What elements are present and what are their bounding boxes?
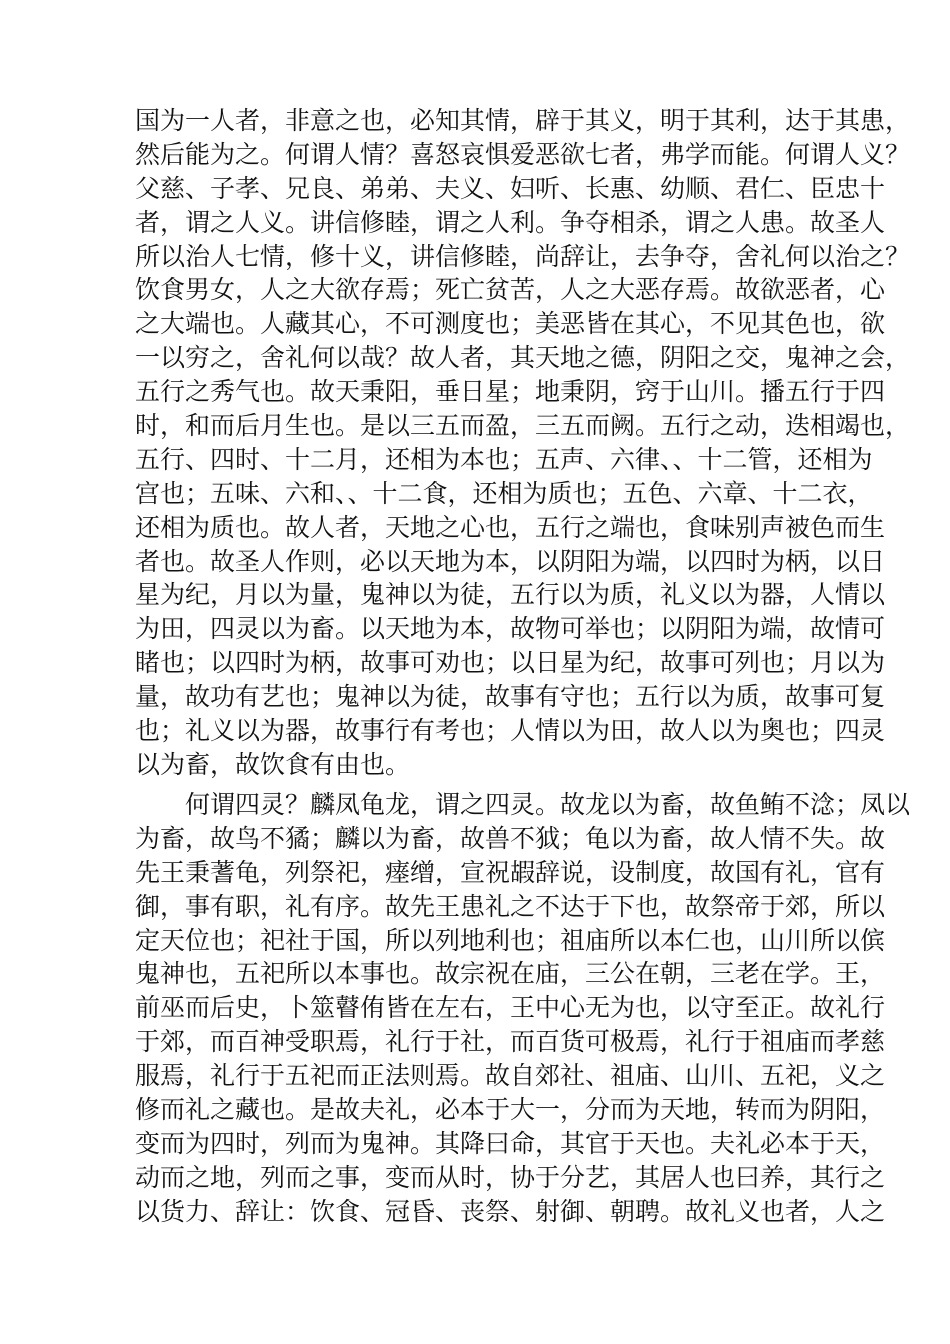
text-line: 五行、四时、十二月，还相为本也；五声、六律、、十二管，还相为 [135,444,873,474]
text-line: 为田，四灵以为畜。以天地为本，故物可举也；以阴阳为端，故情可 [135,614,886,644]
text-line: 量，故功有艺也；鬼神以为徒，故事有守也；五行以为质，故事可复 [135,682,886,712]
text-line: 何谓四灵？麟凤龟龙，谓之四灵。故龙以为畜，故鱼鲔不淰；凤以 [135,790,911,819]
text-line: 饮食男女，人之大欲存焉；死亡贫苦，人之大恶存焉。故欲恶者，心 [135,275,886,305]
paragraph-2 [135,788,911,1229]
text-line: 也；礼义以为器，故事行有考也；人情以为田，故人以为奥也；四灵 [135,716,886,746]
text-line: 五行之秀气也。故天秉阳，垂日星；地秉阴，窍于山川。播五行于四 [135,377,886,407]
text-line: 先王秉蓍龟，列祭祀，瘗缯，宣祝嘏辞说，设制度，故国有礼，官有 [135,857,886,887]
text-line: 前巫而后史，卜筮瞽侑皆在左右，王中心无为也，以守至正。故礼行 [135,993,886,1023]
text-line: 以货力、辞让：饮食、冠昏、丧祭、射御、朝聘。故礼义也者，人之 [135,1196,886,1226]
text-line: 星为纪，月以为量，鬼神以为徒，五行以为质，礼义以为器，人情以 [135,580,886,610]
text-line: 动而之地，列而之事，变而从时，协于分艺，其居人也曰养，其行之 [135,1162,886,1192]
text-line: 御，事有职，礼有序。故先王患礼之不达于下也，故祭帝于郊，所以 [135,891,886,921]
text-line: 变而为四时，列而为鬼神。其降曰命，其官于天也。夫礼必本于天， [135,1128,886,1158]
text-line: 一以穷之，舍礼何以哉？故人者，其天地之德，阴阳之交，鬼神之会， [135,343,911,373]
text-line: 为畜，故鸟不獝；麟以为畜，故兽不狘；龟以为畜，故人情不失。故 [135,823,886,853]
text-line: 然后能为之。何谓人情？喜怒哀惧爱恶欲七者，弗学而能。何谓人义？ [135,139,911,169]
text-line: 修而礼之藏也。是故夫礼，必本于大一，分而为天地，转而为阴阳， [135,1095,886,1125]
text-line: 国为一人者，非意之也，必知其情，辟于其义，明于其利，达于其患， [135,106,911,135]
paragraph-1 [135,104,911,782]
text-line: 服焉，礼行于五祀而正法则焉。故自郊社、祖庙、山川、五祀，义之 [135,1061,886,1091]
text-line: 之大端也。人藏其心，不可测度也；美恶皆在其心，不见其色也，欲 [135,309,886,339]
text-line: 者也。故圣人作则，必以天地为本，以阴阳为端，以四时为柄，以日 [135,546,886,576]
text-line: 于郊，而百神受职焉，礼行于社，而百货可极焉，礼行于祖庙而孝慈 [135,1027,886,1057]
text-line: 宫也；五味、六和、、十二食，还相为质也；五色、六章、十二衣， [135,478,873,508]
text-line: 父慈、子孝、兄良、弟弟、夫义、妇听、长惠、幼顺、君仁、臣忠十 [135,173,886,203]
text-line: 睹也；以四时为柄，故事可劝也；以日星为纪，故事可列也；月以为 [135,648,886,678]
text-line: 者，谓之人义。讲信修睦，谓之人利。争夺相杀，谓之人患。故圣人 [135,207,886,237]
text-line: 时，和而后月生也。是以三五而盈，三五而阙。五行之动，迭相竭也， [135,411,911,441]
text-line: 还相为质也。故人者，天地之心也，五行之端也，食味别声被色而生 [135,512,886,542]
text-line: 定天位也；祀社于国，所以列地利也；祖庙所以本仁也，山川所以傧 [135,925,886,955]
text-line: 以为畜，故饮食有由也。 [135,749,411,779]
text-line: 鬼神也，五祀所以本事也。故宗祝在庙，三公在朝，三老在学。王， [135,959,886,989]
text-line: 所以治人七情，修十义，讲信修睦，尚辞让，去争夺，舍礼何以治之？ [135,241,911,271]
